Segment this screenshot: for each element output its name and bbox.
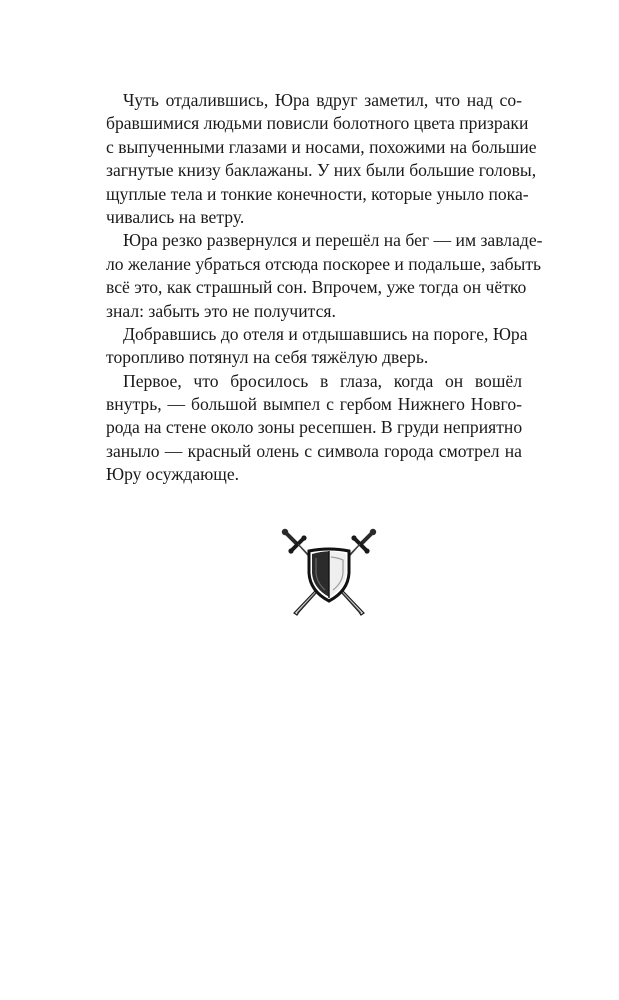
- text-line: загнутые книзу баклажаны. У них были большие головы,: [106, 160, 537, 181]
- text-line: Первое, что бросилось в глаза, когда он вошёл: [123, 370, 522, 391]
- text-line: Юру осуждающе.: [106, 464, 240, 485]
- text-line: торопливо потянул на себя тяжёлую дверь.: [106, 347, 429, 368]
- body-text: [106, 89, 543, 487]
- text-line: всё это, как страшный сон. Впрочем, уже тогда он чётко: [106, 277, 527, 298]
- text-line: Добравшись до отеля и отдышавшись на пороге, Юра: [123, 323, 528, 344]
- text-line: бравшимися людьми повисли болотного цвета призраки: [106, 113, 529, 134]
- text-line: Юра резко развернулся и перешёл на бег — им завладе-: [123, 230, 543, 251]
- paragraph-2: [106, 229, 543, 323]
- text-line: рода на стене около зоны ресепшен. В груди неприятно: [106, 417, 523, 438]
- text-line: ло желание убраться отсюда поскорее и подальше, забыть: [106, 253, 542, 274]
- paragraph-1: [106, 89, 537, 229]
- text-line: с выпученными глазами и носами, похожими на большие: [106, 136, 537, 157]
- paragraph-4: [106, 370, 522, 487]
- text-line: щуплые тела и тонкие конечности, которые уныло пока-: [106, 183, 529, 204]
- text-line: Чуть отдалившись, Юра вдруг заметил, что над со-: [123, 90, 522, 110]
- paragraph-3: [106, 323, 528, 370]
- text-line: чивались на ветру.: [106, 206, 245, 227]
- text-line: внутрь, — большой вымпел с гербом Нижнего Новго-: [106, 394, 522, 415]
- text-line: знал: забыть это не получится.: [106, 300, 336, 321]
- crossed-swords-shield-icon: [279, 527, 379, 623]
- text-line: заныло — красный олень с символа города смотрел на: [106, 440, 522, 461]
